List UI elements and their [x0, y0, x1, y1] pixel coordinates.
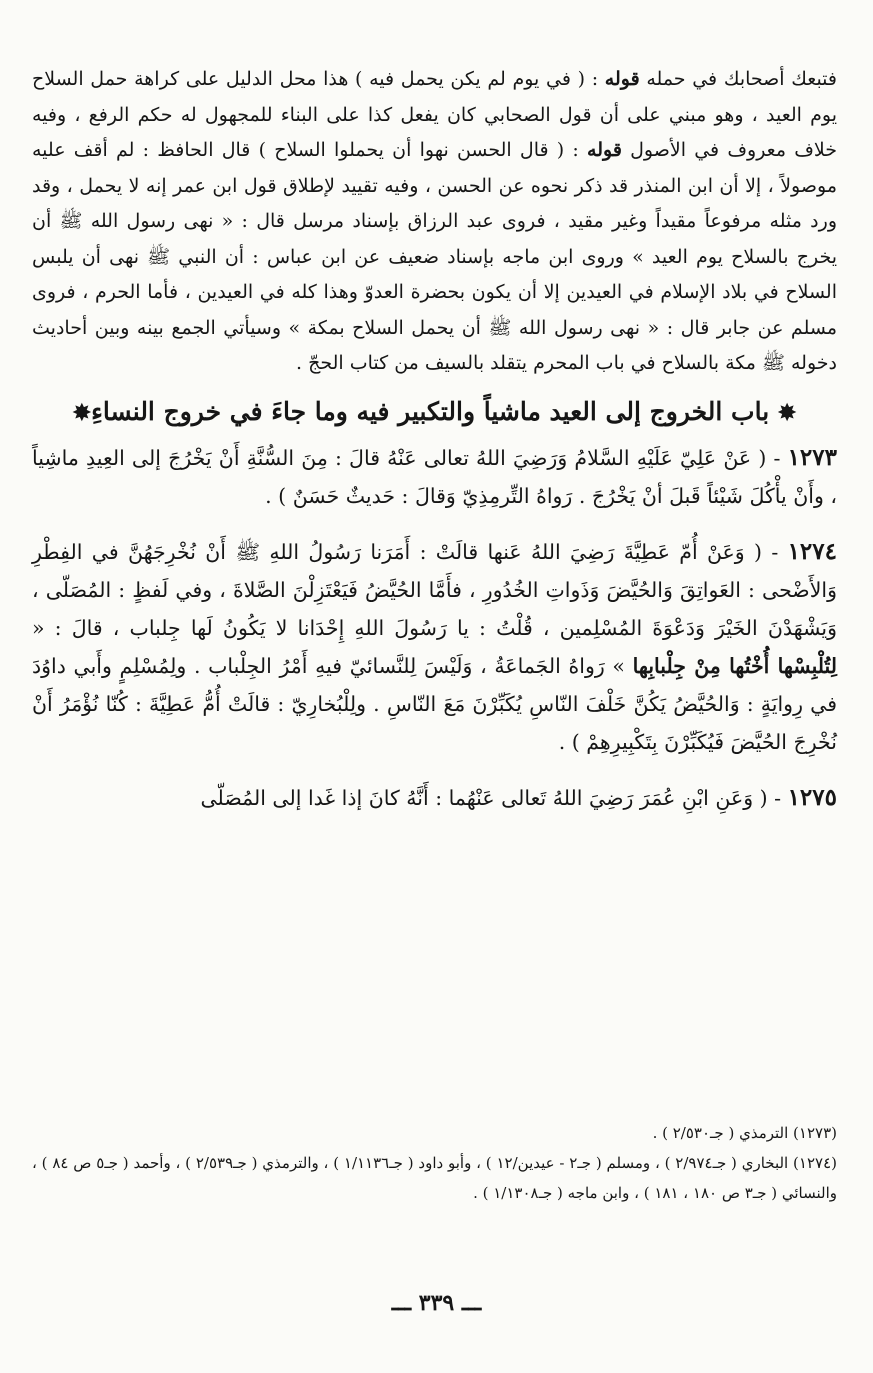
commentary-paragraph [32, 62, 837, 382]
qawluhu-marker-2: قوله [587, 139, 622, 161]
qawluhu-marker-1: قوله [604, 68, 640, 90]
hadith-number: ١٢٧٣ [787, 443, 837, 471]
page-number: ـــ ٣٣٩ ـــ [391, 1290, 482, 1316]
chapter-title: باب الخروج إلى العيد ماشياً والتكبير فيه وما جاءَ في خروج النساءِ [91, 396, 770, 426]
hadith-number: ١٢٧٤ [787, 537, 837, 565]
hadith-number: ١٢٧٥ [787, 783, 837, 811]
footnote: (١٢٧٤) البخاري ( جـ٢/٩٧٤ ) ، ومسلم ( جـ٢ - عيدين/١٢ ) ، وأبو داود ( جـ١/١١٣٦ ) ، والترمذي ( جـ٢/٥٣٩ ) ، وأحمد ( جـ٥ ص ٨٤ ) ، والنسائي ( جـ٣ ص ١٨٠ ، ١٨١ ) ، وابن ماجه ( جـ١/١٣٠٨ ) . [32, 1154, 837, 1202]
hadith-1275 [32, 779, 837, 817]
hadith-1274 [32, 533, 837, 761]
commentary-part-1: فتبعك أصحابك في حمله [639, 68, 837, 90]
page-body [32, 62, 837, 817]
hadith-text: » رَواهُ الجَماعَةُ ، وَلَيْسَ لِلنَّسائيّ فيهِ أَمْرُ الجِلْباب . ولِمُسْلِمٍ وأَبي داوُدَ في رِوايَةٍ : وَالحُيَّضُ يَكُنَّ خَلْفَ النّاسِ يُكَبِّرْنَ مَعَ النّاسِ . ولِلْبُخارِيّ : قالَتْ أُمُّ عَطِيَّةَ : كُنّا نُؤْمَرُ أَنْ نُخْرِجَ الحُيَّضَ فَيُكَبِّرْنَ بِتَكْبِيرِهِمْ ) . [32, 653, 837, 754]
hadith-1273 [32, 439, 837, 515]
hadith-text: - ( وَعَنْ أُمّ عَطِيَّةَ رَضِيَ اللهُ عَنها قالَتْ : أَمَرَنا رَسُولُ اللهِ ﷺ أَنْ نُخْرِجَهُنَّ في الفِطْرِ وَالأَضْحى : العَواتِقَ وَالحُيَّضَ وَذَواتِ الخُدُورِ ، فأَمَّا الحُيَّضُ فَيَعْتَزِلْنَ الصَّلاةَ ، وفي لَفظٍ : المُصَلّى ، وَيَشْهَدْنَ الخَيْرَ وَدَعْوَةَ المُسْلِمين ، قُلْتُ : يا رَسُولَ اللهِ إِحْدَانا لا يَكُونُ لَها جِلباب ، قالَ : « [32, 539, 837, 640]
footnotes [32, 1118, 837, 1208]
commentary-part-3: : ( قال الحسن نهوا أن يحملوا السلاح ) قال الحافظ : لم أقف عليه موصولاً ، إلا أن ابن المنذر قد ذكر نحوه عن الحسن ، وفيه تقييد لإطلاق قول ابن عمر إنه لا يحمل ، وقد ورد مثله مرفوعاً مقيداً وغير مقيد ، فروى عبد الرزاق بإسناد مرسل قال : « نهى رسول الله ﷺ أن يخرج بالسلاح يوم العيد » وروى ابن ماجه بإسناد ضعيف عن ابن عباس : أن النبي ﷺ نهى أن يلبس السلاح في بلاد الإسلام في العيدين إلا أن يكون بحضرة العدوّ وهذا كله في العيدين ، فأما الحرم ، فروى مسلم عن جابر قال : « نهى رسول الله ﷺ أن يحمل السلاح بمكة » وسيأتي الجمع بينه وبين أحاديث دخوله ﷺ مكة بالسلاح في باب المحرم يتقلد بالسيف من كتاب الحجّ . [32, 139, 837, 374]
star-ornament-icon: ✸ [72, 399, 92, 426]
chapter-heading [32, 392, 837, 433]
footnote: (١٢٧٣) الترمذي ( جـ٢/٥٣٠ ) . [652, 1124, 837, 1142]
commentary-part-2: : ( في يوم لم يكن يحمل فيه ) هذا محل الدليل على كراهة حمل السلاح يوم العيد ، وهو مبني على أن قول الصحابي كان يفعل كذا على البناء للمجهول له حكم الرفع ، وفيه خلاف معروف في الأصول [32, 68, 838, 161]
hadith-emphasis: لِتُلْبِسْها أُخْتُها مِنْ جِلْبابِها [632, 653, 837, 678]
star-ornament-icon: ✸ [777, 399, 797, 426]
hadith-text: - ( عَنْ عَلِيّ عَلَيْهِ السَّلامُ وَرَضِيَ اللهُ تعالى عَنْهُ قالَ : مِنَ السُّنَّةِ أَنْ يَخْرُجَ إلى العِيدِ ماشِياً ، وأَنْ يأْكُلَ شَيْئاً قَبلَ أنْ يَخْرُجَ . رَواهُ التِّرمِذِيّ وَقالَ : حَديثٌ حَسَنٌ ) . [32, 445, 837, 508]
hadith-text: - ( وَعَنِ ابْنِ عُمَرَ رَضِيَ اللهُ تَعالى عَنْهُما : أَنَّهُ كانَ إذا غَدا إلى المُصَلّى [200, 785, 788, 810]
